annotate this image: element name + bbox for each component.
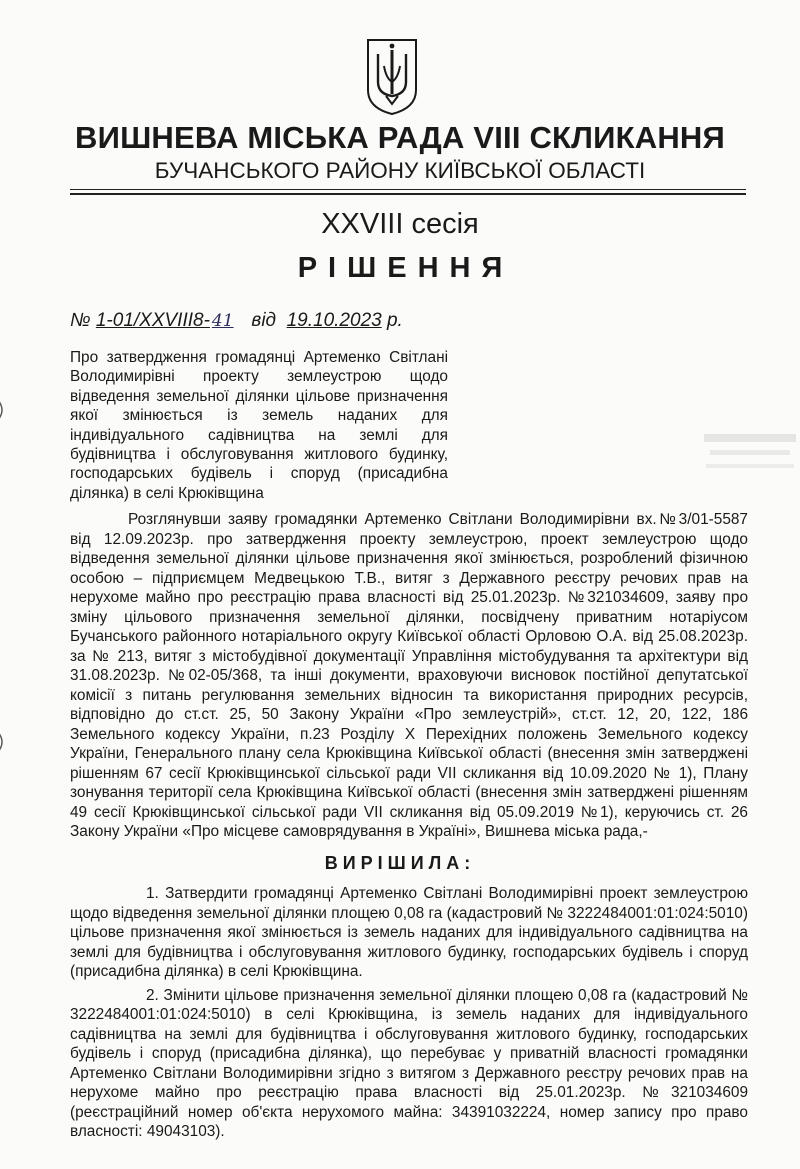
decision-items [70,884,748,1146]
document-number-line [70,310,403,332]
document-type-title: РІШЕННЯ [297,252,514,284]
preamble-text: Розглянувши заяву громадянки Артеменко Світлани Володимирівни вх.№3/01-5587 від 12.09.2023р. про затвердження проекту землеустрою, проект землеустрою щодо відведення земельної ділянки цільове призначення якої змінюється, розроблений фізичною особою – підприємцем Медвецькою Т.В., витяг з Державного реєстру речових прав на нерухоме майно про реєстрацію права власності від 25.01.2023р. №321034609, заяву про зміну цільового призначення земельної ділянки, посвідчену приватним нотаріусом Бучанського районного нотаріального округу Київської області Орловою О.А. від 25.08.2023р. за № 213, витяг з містобудівної документації Управління містобудування та архітектури від 31.08.2023р. №02-05/368, та інші документи, враховуючи висновок постійної депутатської комісії з питань регулювання земельних відносин та використання природних ресурсів, відповідно до ст.ст. 25, 50 Закону України «Про землеустрій», ст.ст. 12, 20, 122, 186 Земельного кодексу України, п.23 Розділу Х Перехідних положень Земельного кодексу України, Генерального плану села Крюківщина Київської області (внесення змін затверджені рішенням 67 сесії Крюківщинської сільської ради VII скликання від 10.09.2020 № 1), Плану зонування території села Крюківщина Київської області (внесення змін затверджені рішенням 49 сесії Крюківщинської сільської ради VII скликання від 05.09.2019 №1), керуючись ст. 26 Закону України «Про місцеве самоврядування в Україні», Вишнева міська рада,- [70,511,748,840]
resolved-heading: ВИРІШИЛА: [324,853,476,873]
decision-subject: Про затвердження громадянці Артеменко Світлані Володимирівні проекту землеустрою щодо відведення земельної ділянки цільове призначення якої змінюється із земель наданих для індивідуального садівництва на землі для будівництва і обслуговування житлового будинку, господарських будівель і споруд (присадибна ділянка) в селі Крюківщина [70,349,448,502]
session-title: XXVIII сесія [321,208,479,240]
date-suffix: р. [386,310,403,331]
council-title: ВИШНЕВА МІСЬКА РАДА VIII СКЛИКАННЯ [75,120,725,155]
header-divider [70,193,746,195]
header-divider [70,189,746,190]
preamble-block [70,510,748,842]
document-date: 19.10.2023 [286,310,382,331]
number-label: № [70,310,91,331]
show-through-shadow [700,420,800,490]
decision-item: 2. Змінити цільове призначення земельної ділянки площею 0,08 га (кадастровий № 3222484001:01:024:5010) в селі Крюківщина, із земель наданих для індивідуального садівництва на землі для будівництва і обслуговування житлового будинку, господарських будівель і споруд (присадибна ділянка), що перебуває у приватній власності громадянки Артеменко Світлани Володимирівни згідно з витягом з Державного реєстру речових прав на нерухоме майно про реєстрацію права власності від 25.01.2023р. №321034609 (реєстраційний номер об'єкта нерухомого майна: 34391032224, номер запису про право власності: 49043103). [70,986,748,1140]
date-label: від [251,310,277,331]
coat-of-arms-icon [364,36,420,116]
punch-hole-mark [0,398,10,422]
council-subtitle: БУЧАНСЬКОГО РАЙОНУ КИЇВСЬКОЇ ОБЛАСТІ [154,158,646,183]
document-number: 1-01/XXVIII8- [95,310,210,331]
punch-hole-mark [0,730,10,754]
decision-item: 1. Затвердити громадянці Артеменко Світлані Володимирівні проект землеустрою щодо відведення земельної ділянки площею 0,08 га (кадастровий № 3222484001:01:024:5010) цільове призначення якої змінюється із земель наданих для індивідуального садівництва на землі для будівництва і обслуговування житлового будинку, господарських будівель і споруд (присадибна ділянка) в селі Крюківщина. [70,885,748,980]
handwritten-number: 41 [211,311,234,331]
